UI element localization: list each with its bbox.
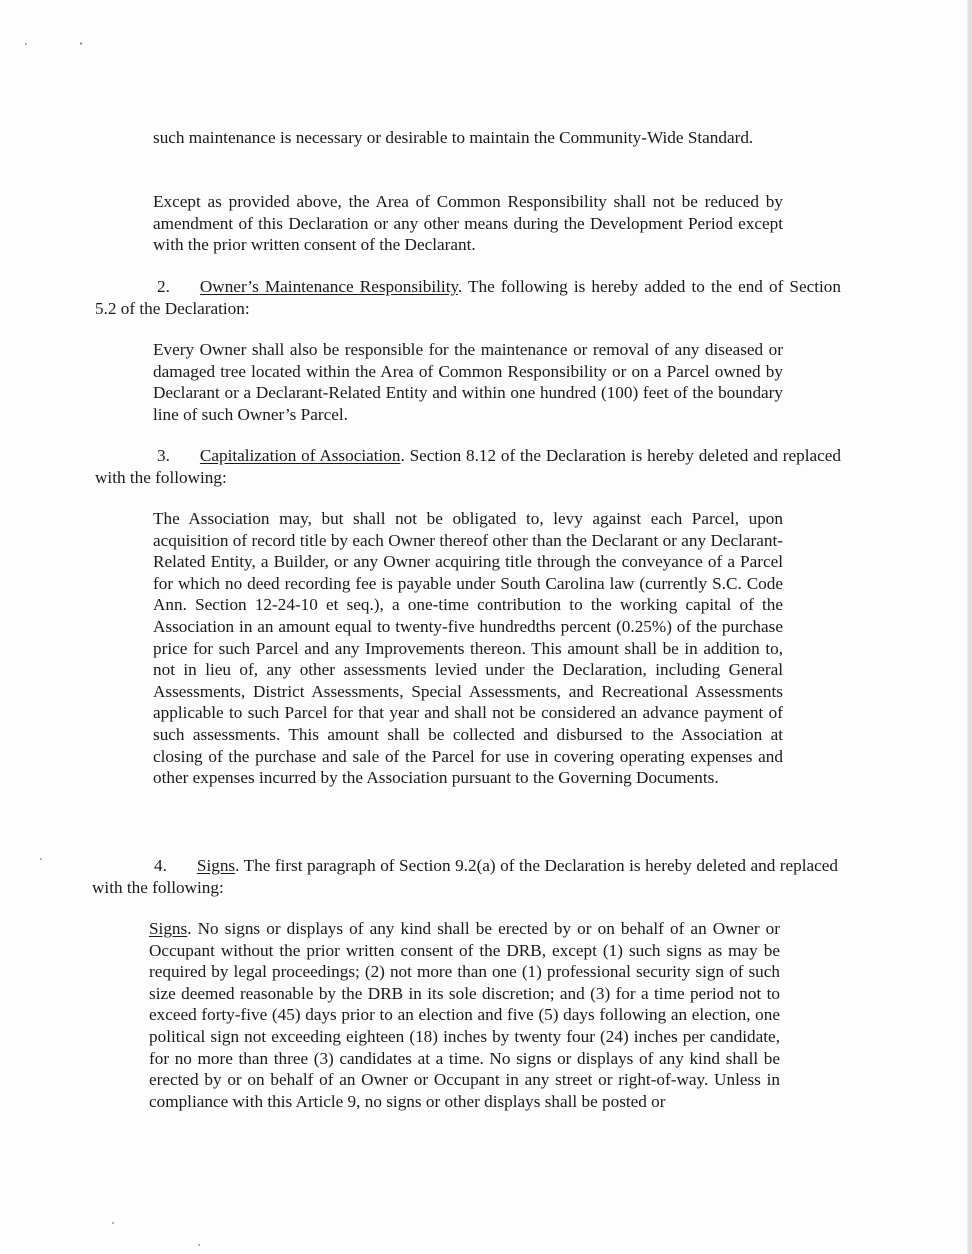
section-2-heading: Owner’s Maintenance Responsibility (199, 277, 458, 296)
section-3-intro (95, 445, 841, 488)
except-paragraph: Except as provided above, the Area of Common Responsibility shall not be reduced by amendment of this Declaration or any other means during the Development Period except with the prior written consent of the Declarant. (153, 192, 783, 255)
scan-speck (112, 1222, 114, 1224)
section-2-body: Every Owner shall also be responsible for the maintenance or removal of any diseased or damaged tree located within the Area of Common Responsibility or on a Parcel owned by Declarant or a Declarant-Related Entity and within one hundred (100) feet of the boundary line of such Owner’s Parcel. (153, 340, 783, 424)
section-2-intro (95, 276, 841, 319)
section-4-body (149, 918, 780, 1112)
section-4-body-text: . No signs or displays of any kind shall be erected by or on behalf of an Owner or Occupant without the prior written consent of the DRB, except (1) such signs as may be required by legal proceedings; (2) not more than one (1) professional security sign of such size deemed reasonable by the DRB in its sole discretion; and (3) for a time period not to exceed forty-five (45) days prior to an election and five (5) days following an election, one political sign not exceeding eighteen (18) inches by twenty four (24) inches per candidate, for no more than three (3) candidates at a time. No signs or displays of any kind shall be erected by or on behalf of an Owner or Occupant in any street or right-of-way. Unless in compliance with this Article 9, no signs or other displays shall be posted or (149, 919, 780, 1111)
section-4-body-heading: Signs (149, 919, 188, 938)
section-4-intro-text: . The first paragraph of Section 9.2(a) of the Declaration is hereby deleted and replaced with the following: (92, 856, 838, 897)
scan-speck (25, 43, 27, 45)
scan-speck (40, 858, 42, 860)
section-4-heading: Signs (196, 856, 236, 875)
section-3-body: The Association may, but shall not be obligated to, levy against each Parcel, upon acquisition of record title by each Owner thereof other than the Declarant or any Declarant-Related Entity, a Builder, or any Owner acquiring title through the conveyance of a Parcel for which no deed recording fee is payable under South Carolina law (currently S.C. Code Ann. Section 12-24-10 et seq.), a one-time contribution to the working capital of the Association in an amount equal to twenty-five hundredths percent (0.25%) of the purchase price for such Parcel and any Improvements thereon. This amount shall be in addition to, not in lieu of, any other assessments levied under the Declaration, including General Assessments, District Assessments, Special Assessments, and Recreational Assessments applicable to such Parcel for that year and shall not be considered an advance payment of such assessments. This amount shall be collected and disbursed to the Association at closing of the purchase and sale of the Parcel for use in covering operating expenses and other expenses incurred by the Association pursuant to the Governing Documents. (153, 509, 783, 788)
section-3-heading: Capitalization of Association (199, 446, 401, 465)
section-2-number: 2. (157, 277, 170, 296)
scan-speck (80, 42, 82, 45)
section-3-number: 3. (157, 446, 170, 465)
section-4-intro (92, 855, 838, 898)
continued-paragraph: such maintenance is necessary or desirable to maintain the Community-Wide Standard. (153, 128, 754, 147)
scan-speck (198, 1244, 200, 1246)
section-2-intro-text: . The following is hereby added to the end of Section 5.2 of the Declaration: (95, 277, 841, 318)
scan-edge (966, 0, 972, 1254)
section-3-intro-text: . Section 8.12 of the Declaration is hereby deleted and replaced with the following: (95, 446, 842, 487)
section-4-number: 4. (154, 856, 167, 875)
